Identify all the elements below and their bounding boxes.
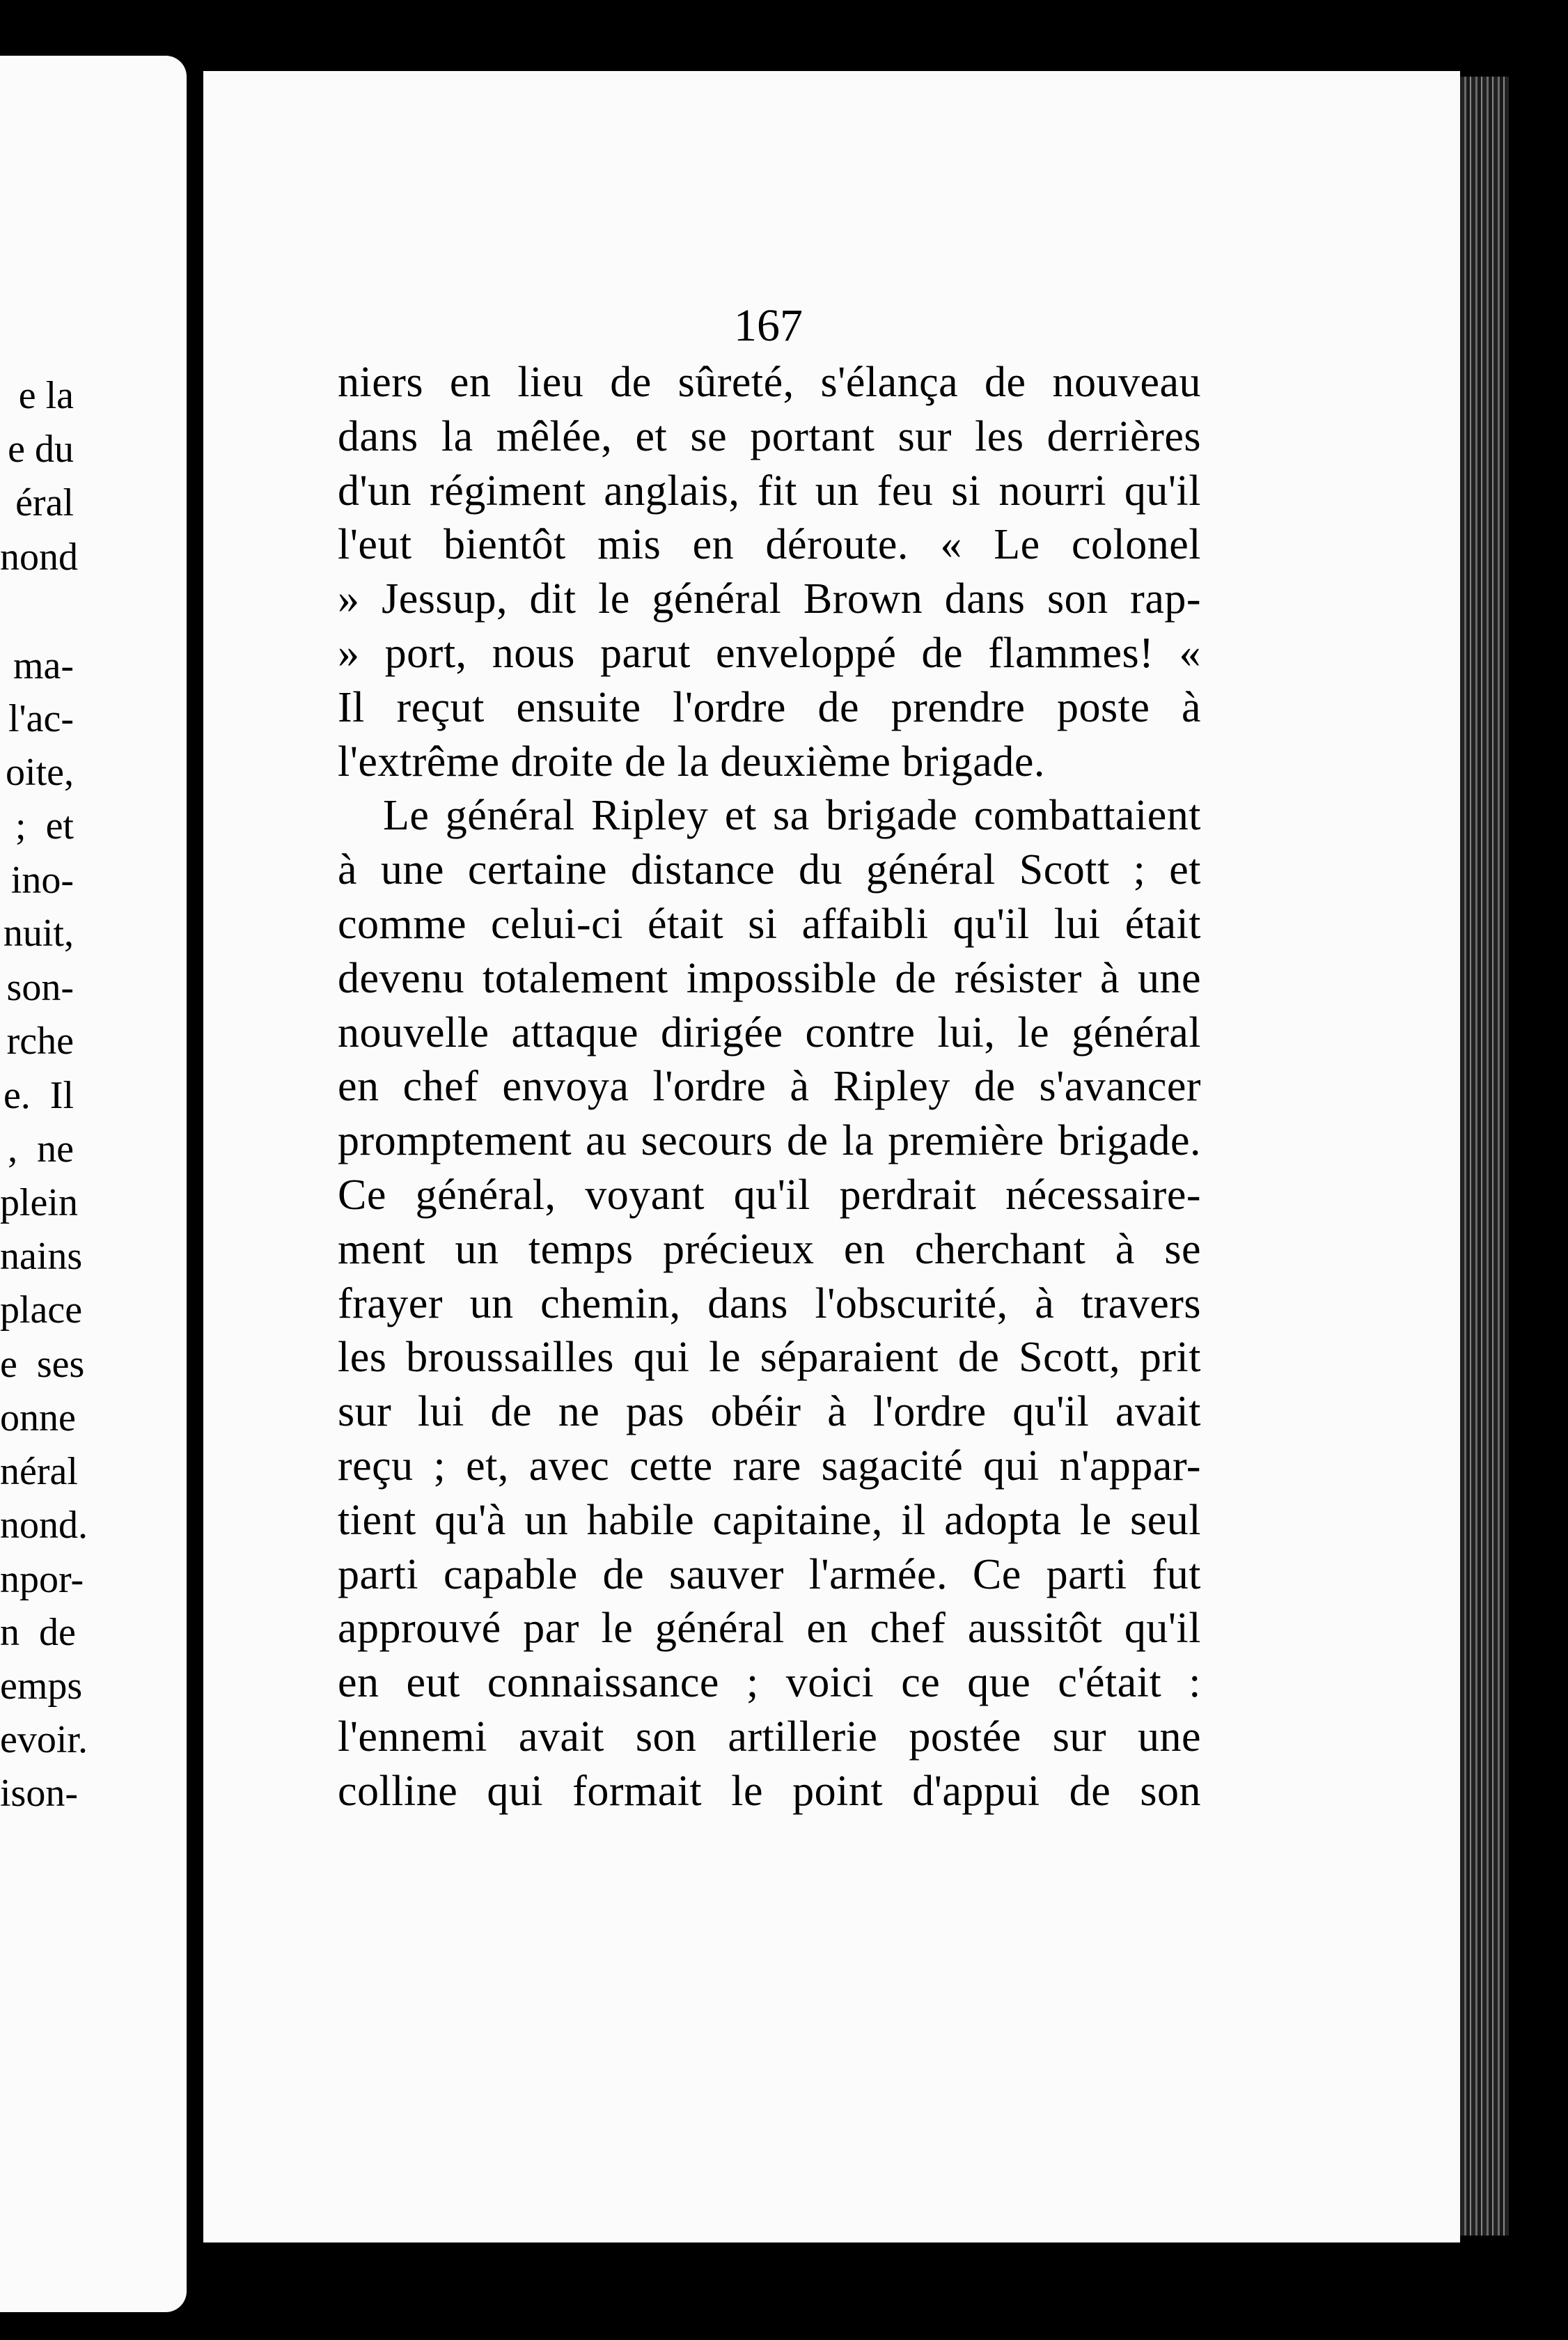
left-page-line-fragment: l'ac- <box>8 697 74 740</box>
left-page-line-fragment: oite, <box>6 751 74 794</box>
left-page-line-fragment: e la <box>18 374 74 417</box>
left-page-line-fragment: evoir. <box>0 1718 88 1761</box>
left-page-line-fragment: ison- <box>0 1772 78 1815</box>
left-page-line-fragment: place <box>0 1288 83 1332</box>
left-page-line-fragment: ma- <box>13 644 74 687</box>
left-page-line-fragment: e. Il <box>3 1074 74 1117</box>
left-page-line-fragment: plein <box>0 1181 78 1224</box>
left-page-line-fragment: nuit, <box>3 912 74 955</box>
text-line: reçu ; et, avec cette rare sagacité qui n'appar- <box>338 1442 1201 1490</box>
page-edges <box>1460 77 1509 2236</box>
text-line: promptement au secours de la première brigade. <box>338 1117 1201 1164</box>
left-page-line-fragment: nains <box>0 1235 83 1278</box>
text-line: Ce général, voyant qu'il perdrait nécessaire- <box>338 1171 1201 1219</box>
text-line: comme celui-ci était si affaibli qu'il lui était <box>338 900 1201 948</box>
text-line: colline qui formait le point d'appui de son <box>338 1768 1201 1815</box>
text-line: l'extrême droite de la deuxième brigade. <box>338 738 1045 786</box>
text-line: d'un régiment anglais, fit un feu si nourri qu'il <box>338 467 1201 515</box>
left-page-line-fragment: , ne <box>8 1128 74 1171</box>
left-page-line-fragment: npor- <box>0 1558 84 1601</box>
left-page-line-fragment: ino- <box>10 859 74 902</box>
text-line: niers en lieu de sûreté, s'élança de nouveau <box>338 359 1201 406</box>
text-line: ment un temps précieux en cherchant à se <box>338 1226 1201 1273</box>
text-line: Le général Ripley et sa brigade combattaient <box>383 792 1201 839</box>
left-page-line-fragment: néral <box>0 1450 78 1493</box>
left-page-line-fragment: emps <box>0 1664 83 1708</box>
text-line: à une certaine distance du général Scott ; et <box>338 846 1201 894</box>
text-line: » port, nous parut enveloppé de flammes! « <box>338 630 1201 677</box>
left-page-line-fragment: nond <box>0 536 78 579</box>
text-line: en chef envoya l'ordre à Ripley de s'avancer <box>338 1063 1201 1110</box>
text-line: devenu totalement impossible de résister à une <box>338 955 1201 1002</box>
text-line: en eut connaissance ; voici ce que c'était : <box>338 1659 1201 1706</box>
left-page-line-fragment: son- <box>6 966 74 1009</box>
left-page-line-fragment: onne <box>0 1396 76 1440</box>
left-page-line-fragment: nond. <box>0 1504 88 1547</box>
text-line: sur lui de ne pas obéir à l'ordre qu'il avait <box>338 1388 1201 1435</box>
left-page-line-fragment: rche <box>6 1020 74 1063</box>
page-number: 167 <box>734 300 803 351</box>
text-line: tient qu'à un habile capitaine, il adopta le seul <box>338 1497 1201 1544</box>
text-line: les broussailles qui le séparaient de Scott, prit <box>338 1334 1201 1381</box>
text-line: l'eut bientôt mis en déroute. « Le colonel <box>338 521 1201 568</box>
left-page-line-fragment: n de <box>0 1611 76 1654</box>
text-line: approuvé par le général en chef aussitôt qu'il <box>338 1605 1201 1652</box>
text-line: frayer un chemin, dans l'obscurité, à travers <box>338 1280 1201 1327</box>
left-page-line-fragment: e du <box>8 428 74 471</box>
left-page-line-fragment: éral <box>15 481 74 524</box>
left-page-line-fragment: e ses <box>0 1343 85 1386</box>
text-line: parti capable de sauver l'armée. Ce parti fut <box>338 1551 1201 1598</box>
text-line: » Jessup, dit le général Brown dans son rap- <box>338 575 1201 623</box>
text-line: Il reçut ensuite l'ordre de prendre poste à <box>338 684 1201 731</box>
text-line: l'ennemi avait son artillerie postée sur une <box>338 1713 1201 1761</box>
text-line: dans la mêlée, et se portant sur les derrières <box>338 413 1201 460</box>
left-page-line-fragment: ; et <box>15 804 74 848</box>
text-line: nouvelle attaque dirigée contre lui, le général <box>338 1009 1201 1056</box>
